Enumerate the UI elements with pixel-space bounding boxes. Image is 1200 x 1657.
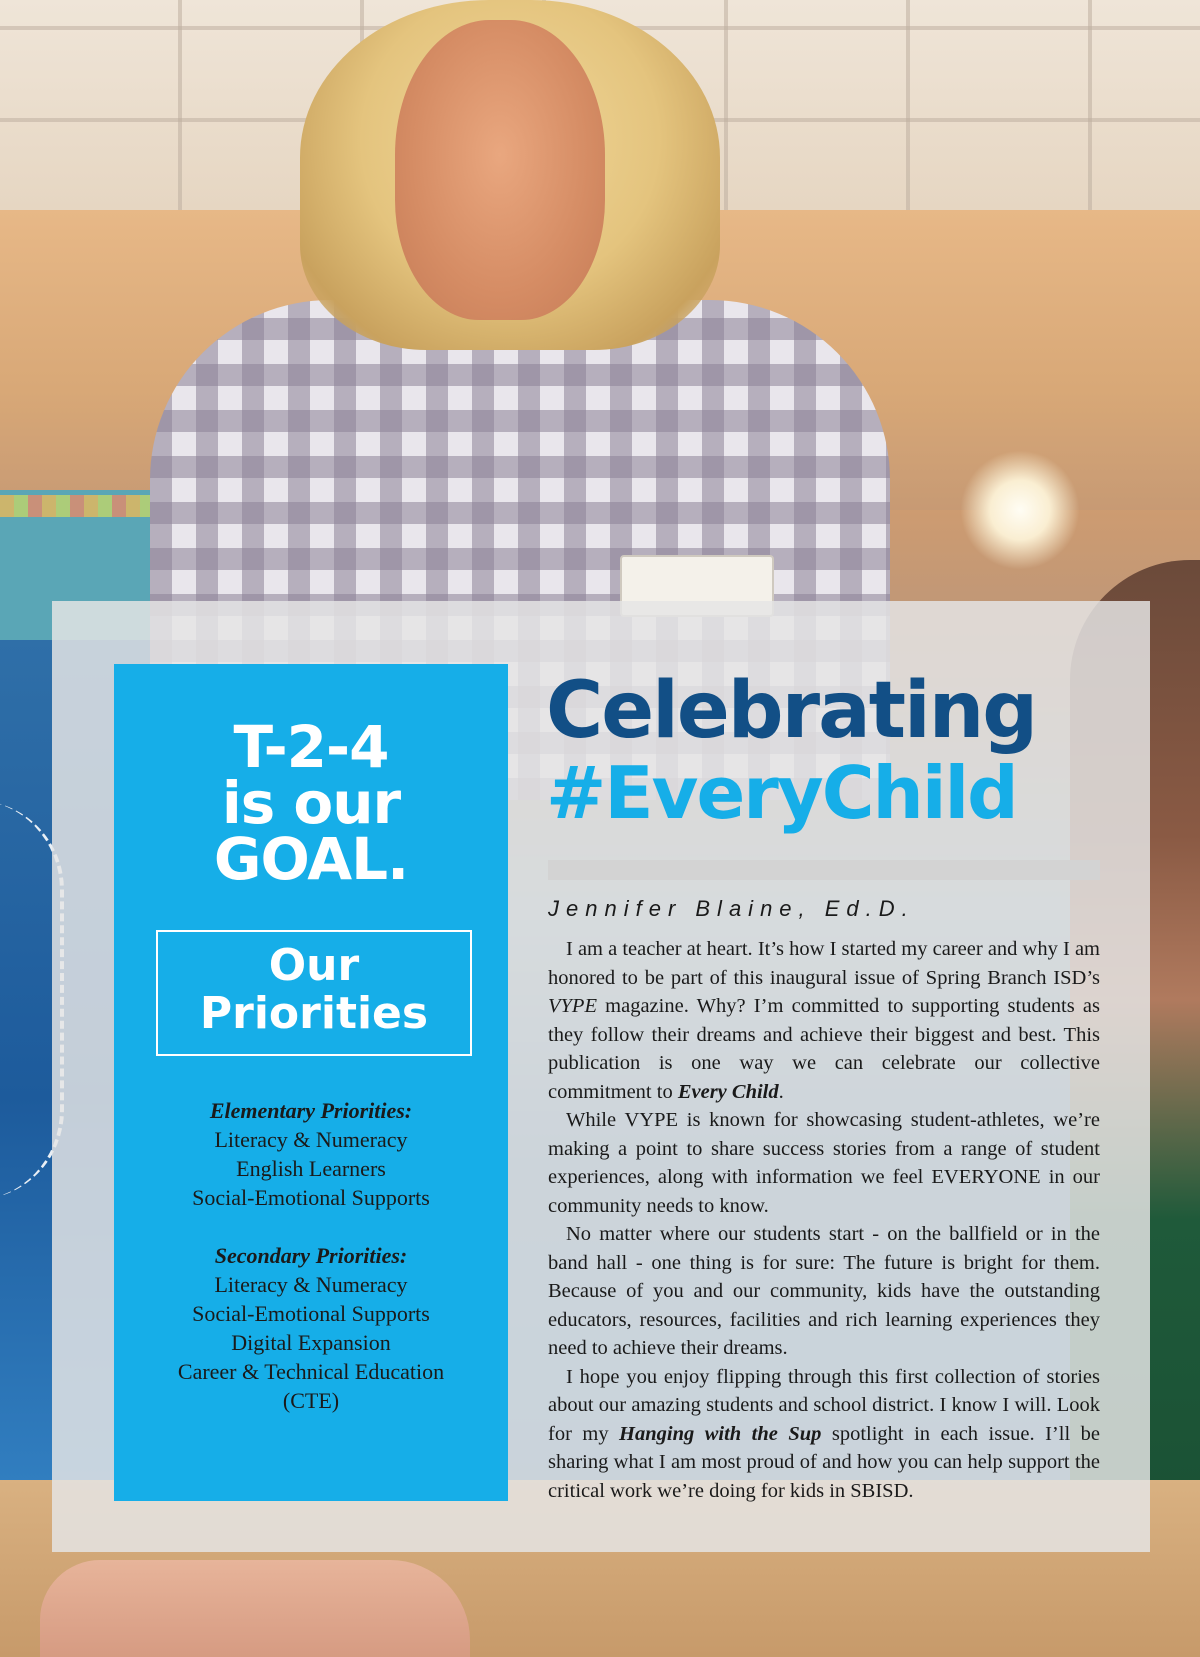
priorities-line-2: Priorities <box>199 988 429 1039</box>
article-body <box>548 935 1100 1505</box>
goal-line-1: T-2-4 <box>233 713 389 781</box>
spacer <box>114 1212 508 1241</box>
goal-line-2: is our <box>221 769 401 837</box>
author-byline: Jennifer Blaine, Ed.D. <box>548 896 915 921</box>
student-arm <box>40 1560 470 1657</box>
list-item: Literacy & Numeracy <box>214 1127 408 1152</box>
divider-bar <box>548 860 1100 880</box>
p1-text-b: magazine. Why? I’m committed to supporting students as they follow their dreams and achieve their biggest and best. This publication is one way we can celebrate our collective commitment to <box>548 995 1100 1103</box>
p1-text-c: . <box>778 1080 784 1103</box>
headline-celebrating: Celebrating <box>546 666 1037 756</box>
goal-heading <box>114 713 508 893</box>
lamp-glow <box>960 450 1080 570</box>
headline-everychild: #EveryChild <box>546 751 1017 835</box>
priorities-sidebar <box>114 664 508 1501</box>
list-item: Literacy & Numeracy <box>214 1272 408 1297</box>
woman-face <box>395 20 605 320</box>
vype-title: VYPE <box>548 995 597 1017</box>
goal-line-3: GOAL. <box>213 825 409 893</box>
priorities-line-1: Our <box>268 940 360 991</box>
paragraph-3: No matter where our students start - on the ballfield or in the band hall - one thing is for sure: The future is bright for them. Because of you and our community, kids have the outstanding educators, resources, facilities and rich learning experiences they need to achieve their dreams. <box>548 1223 1100 1359</box>
p1-text-a: I am a teacher at heart. It’s how I started my career and why I am honored to be part of this inaugural issue of Spring Branch ISD’s <box>548 938 1100 989</box>
elementary-heading: Elementary Priorities: <box>209 1098 413 1123</box>
list-item: Digital Expansion <box>231 1330 391 1355</box>
secondary-heading: Secondary Priorities: <box>214 1243 408 1268</box>
p4-text-b: spotlight in each issue. I’ll be sharing what I am most proud of and how you can help support the critical work we’re doing for kids in SBISD. <box>548 1422 1100 1502</box>
hanging-with-the-sup: Hanging with the Sup <box>619 1422 822 1445</box>
list-item: Social-Emotional Supports <box>192 1301 430 1326</box>
priorities-lists <box>114 1096 508 1415</box>
p4-text-a: I hope you enjoy flipping through this first collection of stories about our amazing students and school district. I know I will. Look for my <box>548 1365 1100 1445</box>
list-item: Career & Technical Education <box>177 1359 445 1384</box>
list-item: (CTE) <box>282 1388 340 1413</box>
every-child-emphasis: Every Child <box>677 1080 779 1103</box>
list-item: Social-Emotional Supports <box>192 1185 430 1210</box>
list-item: English Learners <box>236 1156 386 1181</box>
paragraph-1 <box>548 935 1100 1106</box>
paragraph-2: While VYPE is known for showcasing student-athletes, we’re making a point to share success stories from a range of student experiences, along with information we feel EVERYONE in our community needs to know. <box>548 1109 1100 1217</box>
paragraph-4 <box>548 1363 1100 1506</box>
priorities-box <box>156 930 472 1056</box>
